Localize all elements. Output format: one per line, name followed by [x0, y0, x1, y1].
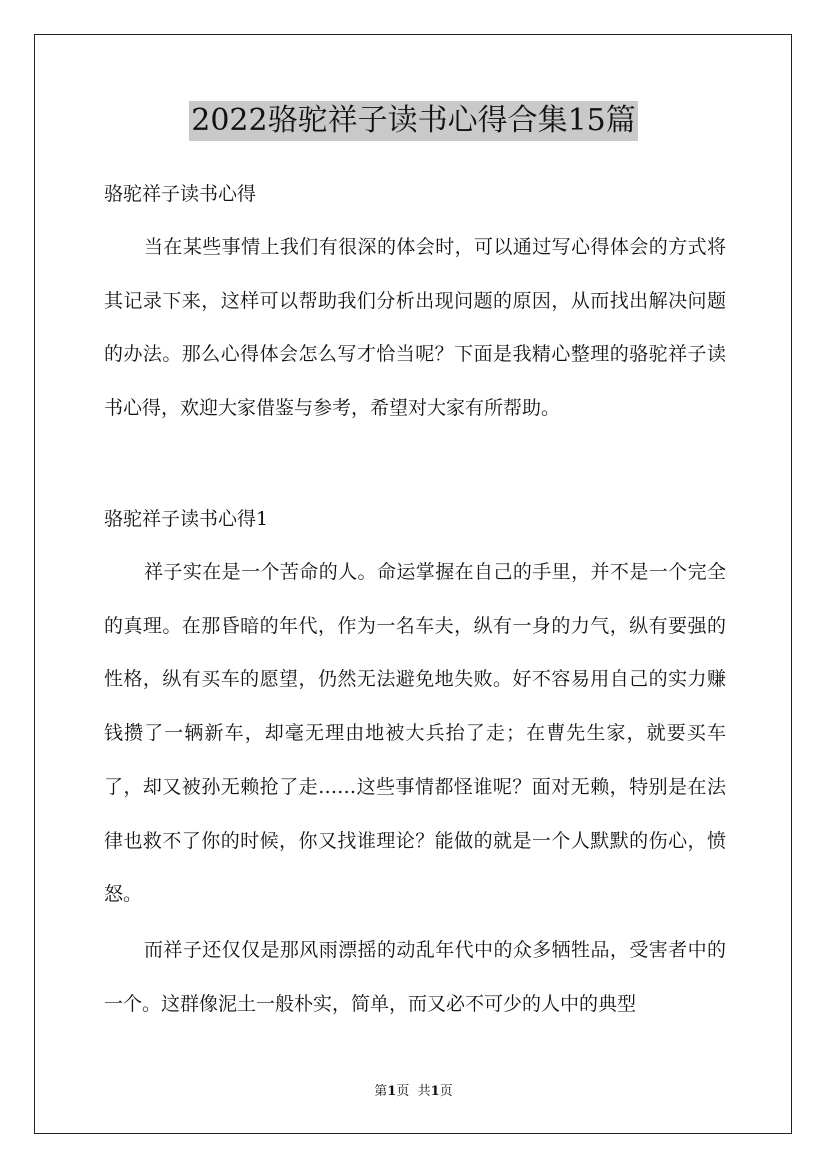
footer-total-pages: 1: [430, 1084, 440, 1099]
title-container: [0, 101, 827, 141]
footer-total-prefix: 共: [417, 1084, 431, 1099]
footer-page-prefix: 第: [374, 1084, 388, 1099]
section1-paragraph-2: 而祥子还仅仅是那风雨漂摇的动乱年代中的众多牺牲品，受害者中的一个。这群像泥土一般朴实，简单，而又必不可少的人中的典型: [104, 939, 726, 1015]
intro-heading: 骆驼祥子读书心得: [104, 183, 257, 205]
footer-page-number: 1: [387, 1084, 397, 1099]
footer-page-suffix: 页: [396, 1084, 410, 1099]
section1-heading: 骆驼祥子读书心得1: [104, 508, 269, 530]
footer-total-suffix: 页: [439, 1084, 453, 1099]
section1-paragraph-1: 祥子实在是一个苦命的人。命运掌握在自己的手里，并不是一个完全的真理。在那昏暗的年代，作为一名车夫，纵有一身的力气，纵有要强的性格，纵有买车的愿望，仍然无法避免地失败。好不容易用自己的实力赚钱攒了一辆新车，却毫无理由地被大兵抬了走；在曹先生家，就要买车了，却又被孙无赖抢了走……这些事情都怪谁呢？面对无赖，特别是在法律也救不了你的时候，你又找谁理论？能做的就是一个人默默的伤心，愤怒。: [104, 561, 726, 906]
page-footer: [0, 1084, 827, 1100]
document-title: 2022骆驼祥子读书心得合集15篇: [189, 101, 638, 141]
intro-paragraph: 当在某些事情上我们有很深的体会时，可以通过写心得体会的方式将其记录下来，这样可以帮助我们分析出现问题的原因，从而找出解决问题的办法。那么心得体会怎么写才恰当呢？下面是我精心整理的骆驼祥子读书心得，欢迎大家借鉴与参考，希望对大家有所帮助。: [104, 236, 726, 420]
